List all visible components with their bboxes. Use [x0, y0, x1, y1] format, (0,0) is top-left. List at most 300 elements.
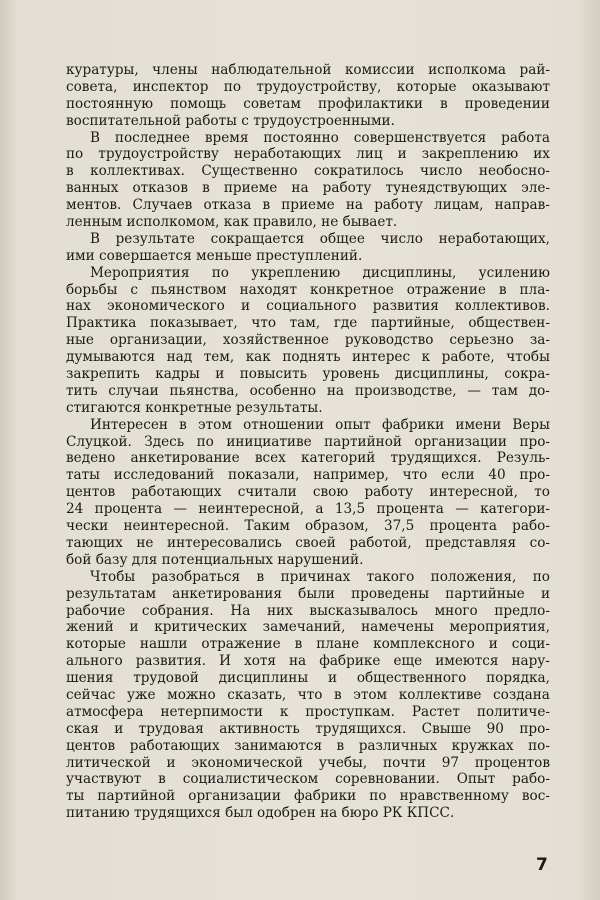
- word: организации,: [109, 332, 207, 349]
- text-line: [66, 383, 550, 400]
- word: в: [262, 197, 271, 214]
- word: кружках: [451, 737, 514, 754]
- word: хотя: [244, 653, 276, 670]
- word: шения: [66, 670, 114, 687]
- word: опыт: [335, 416, 371, 433]
- word: коллективов.: [455, 298, 550, 315]
- word: можно: [167, 686, 216, 703]
- word: вос-: [521, 788, 550, 805]
- word: отражение: [201, 636, 281, 653]
- word: ального: [66, 653, 123, 670]
- word: сейчас: [66, 686, 116, 703]
- word: серьезно: [449, 332, 514, 349]
- word: чески: [66, 518, 109, 535]
- word: показывает,: [149, 315, 238, 332]
- text-line: ленным исполкомом, как правило, не бывает.: [66, 214, 398, 231]
- text-line: [66, 197, 550, 214]
- word: до-: [528, 382, 550, 399]
- word: работающих: [129, 737, 220, 754]
- word: исполкома: [428, 62, 507, 78]
- word: нах: [66, 298, 91, 315]
- word: общее: [319, 230, 365, 247]
- word: чтобы: [506, 349, 550, 366]
- word: тем,: [203, 349, 235, 366]
- word: там,: [289, 315, 321, 332]
- word: Слуцкой.: [66, 433, 132, 450]
- word: особенно: [249, 382, 317, 399]
- word: закрепить: [66, 366, 140, 383]
- word: и: [327, 670, 338, 687]
- word: в: [179, 416, 187, 433]
- word: интересовались: [167, 534, 282, 551]
- word: плане: [316, 636, 360, 653]
- word: жений: [66, 619, 114, 636]
- word: их: [533, 146, 550, 163]
- word: Свыше: [421, 720, 472, 737]
- word: в: [66, 163, 74, 180]
- word: с: [130, 281, 139, 298]
- word: них: [266, 602, 293, 619]
- word: направ-: [494, 197, 550, 214]
- word: этом: [198, 416, 232, 433]
- word: проведены: [351, 585, 430, 602]
- word: пьянства,: [169, 382, 239, 399]
- word: эле-: [521, 180, 550, 197]
- word: категори-: [480, 501, 550, 518]
- word: участвуют: [66, 771, 142, 788]
- word: причинах: [280, 568, 351, 585]
- word: и: [488, 636, 498, 653]
- word: работающих: [131, 484, 222, 501]
- word: литической: [66, 754, 151, 771]
- word: ментов.: [66, 197, 122, 214]
- text-line: воспитательной работы с трудоустроенными.: [66, 112, 395, 129]
- word: Мероприятия: [90, 264, 190, 281]
- word: работу: [322, 180, 372, 197]
- word: отражение: [406, 281, 486, 298]
- word: кадры: [155, 366, 200, 383]
- word: партийные: [445, 585, 525, 602]
- word: то: [534, 484, 550, 501]
- word: закреплению: [421, 146, 519, 163]
- word: тающих: [66, 534, 123, 551]
- word: руководство: [344, 332, 434, 349]
- text-line: [66, 366, 550, 383]
- word: центов: [66, 737, 116, 754]
- word: там: [491, 382, 518, 399]
- word: социалистическом: [182, 771, 319, 788]
- word: пьянством: [150, 281, 227, 298]
- word: имени: [455, 416, 502, 433]
- word: Веры: [512, 416, 550, 433]
- word: нашли: [139, 636, 188, 653]
- word: категорий: [301, 450, 376, 467]
- word: комиссии: [344, 62, 415, 78]
- word: неинтересной,: [198, 501, 305, 518]
- word: время: [204, 129, 249, 146]
- word: фабрике: [319, 653, 381, 670]
- word: и: [241, 298, 251, 315]
- word: неинтересной.: [123, 518, 230, 535]
- text-line: [66, 586, 550, 603]
- word: по: [211, 264, 229, 281]
- word: коллективе: [398, 686, 482, 703]
- word: высказывалось: [309, 602, 418, 619]
- text-line: питанию трудящихся был одобрен на бюро РК КПСС.: [66, 805, 455, 822]
- word: на: [326, 382, 345, 399]
- text-line: [66, 349, 550, 366]
- word: много: [434, 602, 478, 619]
- word: 24: [66, 501, 84, 518]
- word: трудящихся.: [390, 450, 482, 467]
- text-line: [66, 96, 550, 113]
- word: соци-: [511, 636, 550, 653]
- word: исследований: [113, 467, 215, 484]
- word: процента: [429, 518, 497, 535]
- word: такого: [366, 568, 415, 585]
- word: считали: [237, 484, 297, 501]
- word: по: [223, 78, 242, 95]
- word: представляя: [425, 534, 517, 551]
- word: партийной: [324, 433, 402, 450]
- word: хозяйственное: [222, 332, 329, 349]
- word: экономической: [191, 754, 303, 771]
- word: укреплению: [251, 264, 341, 281]
- text-line: [66, 670, 550, 687]
- word: советам: [243, 95, 301, 112]
- word: показали,: [228, 467, 300, 484]
- word: на: [289, 653, 307, 670]
- word: конкретное: [310, 281, 394, 298]
- word: по: [196, 433, 214, 450]
- word: необосно-: [478, 163, 550, 180]
- word: всех: [254, 450, 286, 467]
- word: в: [440, 95, 448, 112]
- word: ные: [66, 332, 94, 349]
- word: про-: [519, 467, 550, 484]
- word: нару-: [511, 653, 550, 670]
- word: И: [219, 653, 232, 670]
- word: отказов: [132, 180, 189, 197]
- word: интерес: [352, 349, 411, 366]
- word: что: [251, 315, 277, 332]
- text-line: [66, 298, 550, 315]
- word: своей: [295, 534, 336, 551]
- word: намечены: [361, 619, 434, 636]
- word: неработающих: [233, 146, 342, 163]
- word: создана: [493, 686, 550, 703]
- word: по: [369, 788, 387, 805]
- text-line: [66, 738, 550, 755]
- word: например,: [313, 467, 389, 484]
- word: ты: [66, 788, 85, 805]
- word: 40: [488, 467, 506, 484]
- word: профилактики: [317, 95, 423, 112]
- word: В: [90, 230, 100, 247]
- word: повысить: [239, 366, 308, 383]
- word: проведении: [464, 95, 550, 112]
- word: как: [245, 349, 271, 366]
- word: отказа: [203, 197, 252, 214]
- word: которые: [396, 78, 457, 95]
- text-line: [66, 163, 550, 180]
- word: тить: [66, 382, 98, 399]
- word: поднять: [282, 349, 341, 366]
- word: рай-: [519, 62, 550, 78]
- word: и: [397, 146, 407, 163]
- word: 90: [486, 720, 504, 737]
- word: процентов: [474, 754, 550, 771]
- word: наблюдательной: [211, 62, 332, 78]
- text-line: [66, 130, 550, 147]
- word: сократилось: [314, 163, 404, 180]
- word: по: [532, 568, 550, 585]
- text-line: [66, 603, 550, 620]
- word: усилению: [478, 264, 550, 281]
- text-line: [66, 417, 550, 434]
- body-text: [66, 62, 550, 822]
- word: замечаний,: [262, 619, 346, 636]
- text-line: [66, 79, 550, 96]
- word: совершенствуется: [353, 129, 487, 146]
- word: развития.: [135, 653, 207, 670]
- word: 13,5: [334, 501, 366, 518]
- word: постоянно: [263, 129, 339, 146]
- word: соревновании.: [335, 771, 440, 788]
- word: имеются: [435, 653, 499, 670]
- word: процента: [376, 501, 444, 518]
- page-number: 7: [536, 855, 548, 875]
- word: если: [441, 467, 475, 484]
- text-line: [66, 265, 550, 282]
- text-line: [66, 484, 550, 501]
- word: фабрики: [293, 788, 357, 805]
- word: Существенно: [201, 163, 298, 180]
- word: которые: [66, 636, 126, 653]
- word: общественного: [356, 670, 467, 687]
- word: порядка,: [486, 670, 550, 687]
- word: а: [315, 501, 324, 518]
- word: про-: [519, 720, 550, 737]
- text-line: [66, 771, 550, 788]
- word: про-: [519, 433, 550, 450]
- word: —: [467, 382, 481, 399]
- word: в: [256, 568, 265, 585]
- word: мероприятия,: [449, 619, 550, 636]
- word: работа: [501, 129, 550, 146]
- word: сказать,: [227, 686, 287, 703]
- word: Резуль-: [496, 450, 550, 467]
- text-line: [66, 146, 550, 163]
- text-line: [66, 788, 550, 805]
- word: сокра-: [504, 366, 550, 383]
- word: дисциплины,: [362, 264, 457, 281]
- word: В: [90, 129, 100, 146]
- word: не: [136, 534, 154, 551]
- text-line: [66, 569, 550, 586]
- text-line: [66, 636, 550, 653]
- word: почти: [383, 754, 426, 771]
- word: над: [166, 349, 193, 366]
- word: в: [294, 636, 303, 653]
- word: находят: [239, 281, 298, 298]
- text-line: [66, 450, 550, 467]
- text-line: [66, 467, 550, 484]
- text-line: бой базу для потенциальных нарушений.: [66, 551, 364, 568]
- word: помощь: [170, 95, 227, 112]
- word: по-: [528, 737, 550, 754]
- word: анкетирование: [130, 450, 240, 467]
- text-line: [66, 653, 550, 670]
- word: в: [336, 737, 345, 754]
- word: социального: [266, 298, 357, 315]
- word: лицам,: [434, 197, 484, 214]
- word: в: [334, 686, 342, 703]
- word: в: [202, 180, 210, 197]
- word: атмосфера: [66, 703, 144, 720]
- word: коллективах.: [90, 163, 185, 180]
- word: партийные,: [370, 315, 455, 332]
- word: различных: [358, 737, 438, 754]
- text-line: [66, 62, 550, 79]
- word: обществен-: [468, 315, 550, 332]
- word: трудовая: [138, 720, 204, 737]
- word: Чтобы: [90, 568, 136, 585]
- word: разобраться: [151, 568, 241, 585]
- word: развития: [372, 298, 439, 315]
- word: положения,: [430, 568, 517, 585]
- word: число: [419, 163, 463, 180]
- word: члены: [152, 62, 198, 78]
- word: трудовой: [133, 670, 199, 687]
- word: постоянную: [66, 95, 154, 112]
- word: На: [230, 602, 251, 619]
- text-line: [66, 332, 550, 349]
- word: Случаев: [132, 197, 193, 214]
- word: работу: [374, 197, 423, 214]
- word: и: [540, 585, 550, 602]
- word: фабрики: [381, 416, 445, 433]
- text-line: [66, 434, 550, 451]
- word: тунеядствующих: [385, 180, 507, 197]
- text-line: [66, 231, 550, 248]
- word: работой,: [349, 534, 412, 551]
- word: критических: [154, 619, 247, 636]
- word: дисциплины,: [395, 366, 489, 383]
- word: оказывают: [471, 78, 550, 95]
- word: Здесь: [144, 433, 185, 450]
- word: Практика: [66, 315, 137, 332]
- word: работе,: [441, 349, 495, 366]
- word: сокращается: [210, 230, 305, 247]
- word: организации: [188, 788, 281, 805]
- text-line: [66, 535, 550, 552]
- word: в: [498, 281, 507, 298]
- word: проступкам.: [305, 703, 395, 720]
- word: число: [380, 230, 423, 247]
- word: к: [421, 349, 431, 366]
- word: рабо-: [512, 771, 550, 788]
- word: анкетирования: [172, 585, 282, 602]
- word: предло-: [494, 602, 550, 619]
- text-line: [66, 518, 550, 535]
- text-line: [66, 180, 550, 197]
- word: приеме: [223, 180, 278, 197]
- word: к: [279, 703, 289, 720]
- word: интересной,: [429, 484, 519, 501]
- text-line: [66, 721, 550, 738]
- word: процента: [94, 501, 163, 518]
- word: лиц: [356, 146, 383, 163]
- word: приеме: [281, 197, 335, 214]
- text-line: [66, 755, 550, 772]
- text-line: [66, 619, 550, 636]
- word: где: [333, 315, 358, 332]
- word: в: [158, 771, 166, 788]
- word: последнее: [114, 129, 190, 146]
- word: что: [297, 686, 323, 703]
- word: дисциплины: [218, 670, 309, 687]
- word: думываются: [66, 349, 156, 366]
- word: Таким: [244, 518, 290, 535]
- word: и: [215, 366, 225, 383]
- word: Растет: [411, 703, 460, 720]
- word: комплексного: [373, 636, 475, 653]
- word: результате: [115, 230, 195, 247]
- word: организации: [414, 433, 507, 450]
- word: отношении: [243, 416, 324, 433]
- word: производстве,: [354, 382, 457, 399]
- word: собрания.: [141, 602, 214, 619]
- word: Опыт: [456, 771, 496, 788]
- word: экономического: [107, 298, 225, 315]
- word: совета,: [66, 78, 118, 95]
- word: за-: [529, 332, 550, 349]
- word: уже: [127, 686, 156, 703]
- word: трудоустройству,: [256, 78, 382, 95]
- word: рабо-: [512, 518, 550, 535]
- word: рабочие: [66, 602, 126, 619]
- word: трудящихся.: [315, 720, 407, 737]
- word: активность: [219, 720, 300, 737]
- word: куратуры,: [66, 62, 139, 78]
- text-line: ими совершается меньше преступлений.: [66, 247, 363, 264]
- word: трудоустройству: [98, 146, 219, 163]
- word: —: [173, 501, 187, 518]
- word: политиче-: [476, 703, 550, 720]
- word: таты: [66, 467, 100, 484]
- word: пла-: [519, 281, 550, 298]
- word: занимаются: [234, 737, 323, 754]
- word: и: [166, 754, 176, 771]
- word: работу: [364, 484, 414, 501]
- word: учебы,: [318, 754, 368, 771]
- word: еще: [393, 653, 423, 670]
- word: со-: [529, 534, 550, 551]
- word: ведено: [66, 450, 116, 467]
- text-line: [66, 315, 550, 332]
- text-line: [66, 704, 550, 721]
- word: образом,: [305, 518, 369, 535]
- word: нравственному: [399, 788, 509, 805]
- word: что: [402, 467, 428, 484]
- word: нетерпимости: [160, 703, 263, 720]
- text-line: [66, 282, 550, 299]
- word: неработающих,: [438, 230, 550, 247]
- word: ская: [66, 720, 99, 737]
- word: инспектор: [132, 78, 209, 95]
- word: инициативе: [226, 433, 312, 450]
